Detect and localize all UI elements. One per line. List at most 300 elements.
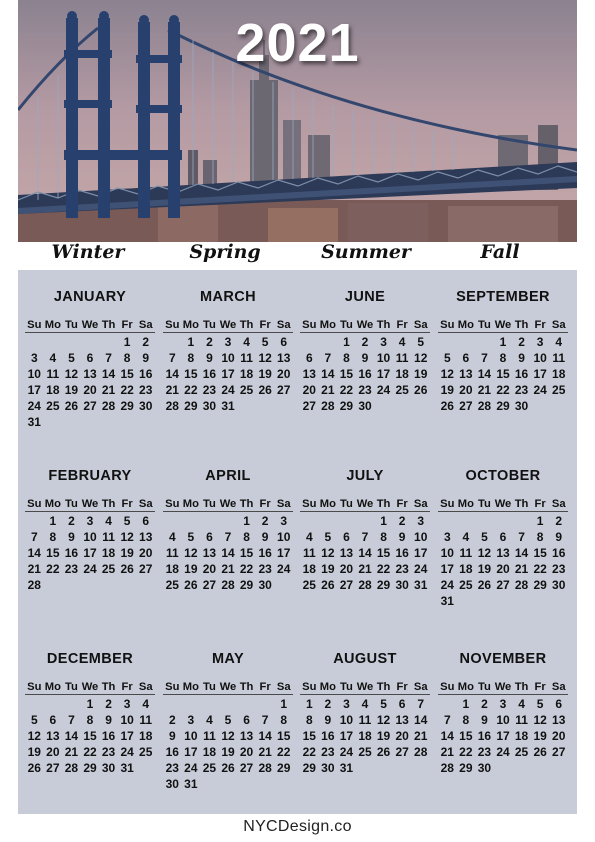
day-cell: 3 [224, 335, 232, 349]
day-cell: 14 [414, 713, 428, 727]
weekday-label: Tu [203, 498, 216, 510]
day-cell: 7 [68, 713, 75, 727]
weekday-header [438, 319, 568, 333]
day-cell: 26 [376, 745, 391, 759]
day-cell: 18 [395, 367, 409, 381]
day-cell: 28 [514, 578, 529, 592]
day-cell: 28 [321, 399, 335, 413]
day-cell: 12 [440, 367, 454, 381]
empty-day-cell [163, 696, 182, 712]
day-cell: 8 [187, 351, 195, 365]
day-cell: 2 [398, 514, 406, 528]
weekday-label: Mo [182, 498, 199, 510]
day-cell: 13 [552, 713, 566, 727]
day-cell: 27 [139, 562, 153, 576]
day-cell: 22 [277, 745, 291, 759]
day-cell: 17 [27, 383, 41, 397]
empty-day-cell [44, 334, 63, 350]
day-cell: 29 [339, 399, 354, 413]
day-cell: 2 [105, 697, 112, 711]
weekday-label: Su [302, 319, 317, 331]
day-cell: 24 [27, 399, 41, 413]
weekday-label: We [81, 681, 99, 693]
day-cell: 12 [376, 713, 391, 727]
empty-day-cell [475, 334, 494, 350]
day-cell: 16 [101, 729, 116, 743]
day-cell: 9 [481, 713, 488, 727]
season-summer: Summer [321, 241, 411, 263]
day-cell: 25 [358, 745, 372, 759]
day-cell: 1 [123, 335, 131, 349]
day-cell: 14 [27, 546, 41, 560]
day-cell: 2 [481, 697, 488, 711]
day-cell: 6 [462, 351, 470, 365]
day-cell: 6 [398, 697, 406, 711]
day-cell: 9 [168, 729, 176, 743]
empty-day-cell [219, 513, 238, 529]
day-cell: 30 [101, 761, 116, 775]
day-cell: 16 [321, 729, 335, 743]
day-cell: 4 [398, 335, 406, 349]
weekday-label: Sa [138, 681, 153, 693]
day-cell: 15 [239, 546, 254, 560]
month-name: AUGUST [333, 651, 397, 667]
weekday-label: Tu [340, 319, 353, 331]
day-cell: 3 [86, 514, 94, 528]
month-name: APRIL [205, 468, 251, 484]
weekday-label: Mo [182, 681, 199, 693]
day-cell: 19 [376, 729, 391, 743]
day-cell: 29 [302, 761, 316, 775]
weekday-label: Tu [203, 319, 216, 331]
weekday-label: Sa [413, 681, 428, 693]
day-cell: 20 [395, 729, 409, 743]
day-cell: 30 [358, 399, 372, 413]
weekday-header [25, 319, 155, 333]
day-cell: 16 [395, 546, 409, 560]
day-cell: 10 [221, 351, 235, 365]
weekday-label: Th [239, 498, 254, 510]
day-cell: 9 [361, 351, 369, 365]
weekday-label: Mo [44, 319, 61, 331]
empty-day-cell [256, 696, 275, 712]
weekday-label: Th [101, 498, 116, 510]
day-cell: 6 [49, 713, 57, 727]
empty-day-cell [81, 334, 100, 350]
day-cell: 9 [518, 351, 525, 365]
weekday-header [300, 681, 430, 695]
day-cell: 26 [533, 745, 547, 759]
day-cell: 6 [86, 351, 94, 365]
day-cell: 22 [120, 383, 134, 397]
day-cell: 30 [552, 578, 566, 592]
weekday-label: Mo [44, 498, 61, 510]
weekday-label: Sa [413, 498, 428, 510]
day-cell: 31 [184, 777, 198, 791]
day-cell: 25 [202, 761, 217, 775]
weekday-label: Th [514, 681, 529, 693]
day-cell: 23 [552, 562, 566, 576]
day-cell: 7 [324, 351, 332, 365]
month-name: FEBRUARY [48, 468, 132, 484]
day-cell: 8 [380, 530, 387, 544]
day-cell: 2 [324, 697, 332, 711]
day-grid [300, 513, 430, 593]
day-cell: 13 [239, 729, 254, 743]
empty-day-cell [300, 513, 319, 529]
day-cell: 19 [440, 383, 454, 397]
day-cell: 11 [165, 546, 179, 560]
day-cell: 20 [202, 562, 217, 576]
day-cell: 24 [83, 562, 97, 576]
seasons-row [18, 242, 577, 270]
day-cell: 5 [30, 713, 38, 727]
day-cell: 5 [536, 697, 544, 711]
day-cell: 25 [46, 399, 60, 413]
day-cell: 5 [481, 530, 488, 544]
day-cell: 13 [46, 729, 60, 743]
day-cell: 10 [440, 546, 454, 560]
weekday-label: Su [165, 498, 180, 510]
day-cell: 28 [440, 761, 454, 775]
day-cell: 12 [533, 713, 547, 727]
day-cell: 7 [518, 530, 525, 544]
day-cell: 1 [280, 697, 288, 711]
day-cell: 9 [324, 713, 332, 727]
weekday-label: Sa [551, 319, 566, 331]
footer-credit: NYCDesign.co [243, 818, 352, 835]
day-cell: 21 [440, 745, 454, 759]
day-cell: 19 [184, 562, 198, 576]
day-cell: 14 [221, 546, 235, 560]
day-cell: 4 [305, 530, 313, 544]
year-title: 2021 [235, 13, 360, 73]
weekday-label: Th [514, 498, 529, 510]
day-cell: 26 [321, 578, 335, 592]
weekday-header [438, 498, 568, 512]
season-winter: Winter [51, 241, 125, 263]
day-cell: 12 [321, 546, 335, 560]
weekday-label: Fr [534, 498, 546, 510]
day-cell: 22 [184, 383, 198, 397]
day-cell: 1 [499, 335, 507, 349]
weekday-label: Sa [413, 319, 428, 331]
weekday-label: We [81, 319, 99, 331]
day-cell: 3 [499, 697, 507, 711]
weekday-label: Su [302, 681, 317, 693]
day-cell: 24 [120, 745, 134, 759]
empty-day-cell [300, 334, 319, 350]
day-cell: 31 [221, 399, 235, 413]
day-cell: 18 [101, 546, 116, 560]
day-cell: 19 [221, 745, 235, 759]
day-cell: 25 [139, 745, 153, 759]
weekday-header [163, 319, 293, 333]
weekday-label: Sa [276, 681, 291, 693]
day-cell: 2 [518, 335, 525, 349]
weekday-label: We [356, 319, 374, 331]
day-cell: 12 [221, 729, 235, 743]
day-cell: 15 [339, 367, 354, 381]
day-cell: 7 [481, 351, 488, 365]
day-cell: 1 [305, 697, 313, 711]
day-cell: 5 [443, 351, 451, 365]
weekday-label: Tu [478, 319, 491, 331]
day-cell: 30 [321, 761, 335, 775]
day-cell: 3 [280, 514, 288, 528]
weekday-label: Th [239, 319, 254, 331]
day-cell: 28 [358, 578, 372, 592]
day-cell: 10 [414, 530, 428, 544]
month-name: OCTOBER [465, 468, 541, 484]
day-cell: 11 [515, 713, 528, 727]
day-cell: 29 [83, 761, 97, 775]
day-cell: 8 [123, 351, 131, 365]
day-cell: 16 [202, 367, 217, 381]
day-cell: 24 [339, 745, 354, 759]
day-cell: 11 [395, 351, 409, 365]
weekday-label: Tu [478, 681, 491, 693]
weekday-label: Th [101, 681, 116, 693]
day-cell: 14 [440, 729, 454, 743]
day-cell: 23 [101, 745, 116, 759]
day-cell: 9 [68, 530, 75, 544]
weekday-label: Su [27, 681, 42, 693]
empty-day-cell [200, 696, 219, 712]
day-cell: 30 [395, 578, 409, 592]
month-february [25, 468, 155, 593]
day-grid [25, 513, 155, 593]
day-cell: 18 [459, 562, 473, 576]
day-cell: 14 [477, 367, 492, 381]
day-cell: 19 [477, 562, 492, 576]
day-cell: 29 [459, 761, 473, 775]
weekday-label: Su [165, 319, 180, 331]
day-grid [25, 334, 155, 430]
weekday-label: Fr [396, 319, 408, 331]
day-cell: 8 [343, 351, 350, 365]
month-name: MAY [211, 651, 245, 667]
day-cell: 6 [555, 697, 563, 711]
day-cell: 4 [361, 697, 369, 711]
day-grid [438, 513, 568, 609]
day-cell: 1 [343, 335, 350, 349]
day-cell: 1 [243, 514, 250, 528]
weekday-label: Tu [203, 681, 216, 693]
day-cell: 10 [496, 713, 510, 727]
day-cell: 22 [83, 745, 97, 759]
day-cell: 28 [221, 578, 235, 592]
day-cell: 27 [302, 399, 316, 413]
weekday-label: We [494, 681, 512, 693]
day-cell: 13 [202, 546, 217, 560]
day-cell: 4 [555, 335, 563, 349]
day-cell: 8 [49, 530, 57, 544]
month-name: SEPTEMBER [456, 289, 550, 305]
weekday-label: Sa [138, 498, 153, 510]
day-cell: 5 [224, 713, 232, 727]
day-cell: 13 [496, 546, 510, 560]
day-cell: 2 [555, 514, 563, 528]
day-grid [300, 696, 430, 776]
day-cell: 19 [64, 383, 79, 397]
day-cell: 10 [83, 530, 97, 544]
day-cell: 26 [64, 399, 79, 413]
weekday-label: We [356, 498, 374, 510]
day-grid [25, 696, 155, 776]
day-cell: 16 [552, 546, 566, 560]
day-cell: 6 [206, 530, 213, 544]
day-cell: 6 [343, 530, 350, 544]
bridge-photo [18, 0, 577, 242]
day-cell: 6 [142, 514, 150, 528]
day-cell: 11 [552, 351, 566, 365]
day-cell: 19 [533, 729, 547, 743]
weekday-label: Su [27, 319, 42, 331]
day-cell: 8 [243, 530, 250, 544]
day-cell: 1 [536, 514, 544, 528]
day-cell: 15 [277, 729, 291, 743]
weekday-label: We [219, 681, 237, 693]
day-cell: 4 [243, 335, 250, 349]
day-cell: 22 [459, 745, 473, 759]
day-cell: 19 [321, 562, 335, 576]
day-cell: 12 [477, 546, 492, 560]
day-cell: 5 [187, 530, 195, 544]
day-cell: 21 [64, 745, 79, 759]
day-cell: 4 [462, 530, 470, 544]
empty-day-cell [337, 513, 356, 529]
empty-day-cell [25, 513, 44, 529]
day-cell: 21 [165, 383, 179, 397]
weekday-label: Mo [457, 498, 474, 510]
day-cell: 8 [86, 713, 94, 727]
day-cell: 16 [514, 367, 529, 381]
day-cell: 10 [27, 367, 41, 381]
day-cell: 21 [258, 745, 272, 759]
day-cell: 29 [120, 399, 134, 413]
day-cell: 28 [477, 399, 492, 413]
weekday-header [300, 498, 430, 512]
month-april [163, 468, 293, 593]
empty-day-cell [182, 513, 201, 529]
day-cell: 14 [101, 367, 116, 381]
day-cell: 8 [499, 351, 507, 365]
empty-day-cell [237, 696, 256, 712]
day-cell: 1 [462, 697, 470, 711]
weekday-header [25, 498, 155, 512]
day-cell: 17 [339, 729, 354, 743]
day-cell: 30 [258, 578, 272, 592]
weekday-label: Mo [182, 319, 199, 331]
day-cell: 17 [533, 367, 547, 381]
day-cell: 18 [139, 729, 153, 743]
day-cell: 6 [305, 351, 313, 365]
weekday-label: Fr [121, 681, 133, 693]
weekday-label: Fr [259, 319, 271, 331]
day-cell: 5 [417, 335, 425, 349]
day-cell: 8 [305, 713, 313, 727]
weekday-label: Tu [65, 681, 78, 693]
day-grid [300, 334, 430, 414]
day-cell: 22 [46, 562, 60, 576]
month-name: NOVEMBER [459, 651, 547, 667]
day-cell: 13 [339, 546, 354, 560]
day-cell: 29 [184, 399, 198, 413]
day-cell: 15 [496, 367, 510, 381]
day-cell: 7 [168, 351, 176, 365]
day-cell: 21 [27, 562, 41, 576]
day-cell: 14 [321, 367, 335, 381]
day-cell: 8 [462, 713, 470, 727]
empty-day-cell [457, 513, 476, 529]
day-cell: 23 [64, 562, 79, 576]
weekday-label: Fr [259, 681, 271, 693]
weekday-label: Su [440, 498, 455, 510]
day-cell: 13 [83, 367, 97, 381]
month-name: MARCH [200, 289, 256, 305]
day-cell: 28 [414, 745, 428, 759]
day-cell: 31 [339, 761, 354, 775]
day-cell: 2 [168, 713, 176, 727]
day-cell: 27 [459, 399, 473, 413]
day-cell: 18 [46, 383, 60, 397]
day-cell: 28 [258, 761, 272, 775]
day-cell: 20 [552, 729, 566, 743]
day-cell: 27 [46, 761, 60, 775]
day-grid [163, 513, 293, 593]
day-cell: 10 [533, 351, 547, 365]
day-cell: 27 [277, 383, 291, 397]
weekday-label: Fr [534, 319, 546, 331]
day-cell: 15 [46, 546, 60, 560]
day-cell: 15 [83, 729, 97, 743]
day-cell: 11 [459, 546, 473, 560]
day-cell: 24 [496, 745, 510, 759]
weekday-label: Sa [551, 681, 566, 693]
day-cell: 30 [202, 399, 217, 413]
day-cell: 28 [165, 399, 179, 413]
day-cell: 17 [83, 546, 97, 560]
day-cell: 25 [165, 578, 179, 592]
day-cell: 17 [496, 729, 510, 743]
day-cell: 20 [302, 383, 316, 397]
day-cell: 23 [514, 383, 529, 397]
day-cell: 10 [376, 351, 391, 365]
day-cell: 12 [184, 546, 198, 560]
day-cell: 7 [30, 530, 38, 544]
day-cell: 18 [552, 367, 566, 381]
day-cell: 27 [552, 745, 566, 759]
day-cell: 25 [302, 578, 316, 592]
weekday-label: Th [101, 319, 116, 331]
day-cell: 31 [414, 578, 428, 592]
day-cell: 28 [101, 399, 116, 413]
day-cell: 25 [459, 578, 473, 592]
day-cell: 28 [27, 578, 41, 592]
day-cell: 2 [68, 514, 75, 528]
day-cell: 30 [514, 399, 529, 413]
day-cell: 23 [321, 745, 335, 759]
weekday-label: Sa [138, 319, 153, 331]
day-cell: 26 [258, 383, 272, 397]
weekday-label: Sa [276, 498, 291, 510]
weekday-label: Th [239, 681, 254, 693]
day-cell: 25 [514, 745, 529, 759]
empty-day-cell [25, 696, 44, 712]
day-cell: 3 [123, 697, 131, 711]
day-cell: 18 [202, 745, 217, 759]
